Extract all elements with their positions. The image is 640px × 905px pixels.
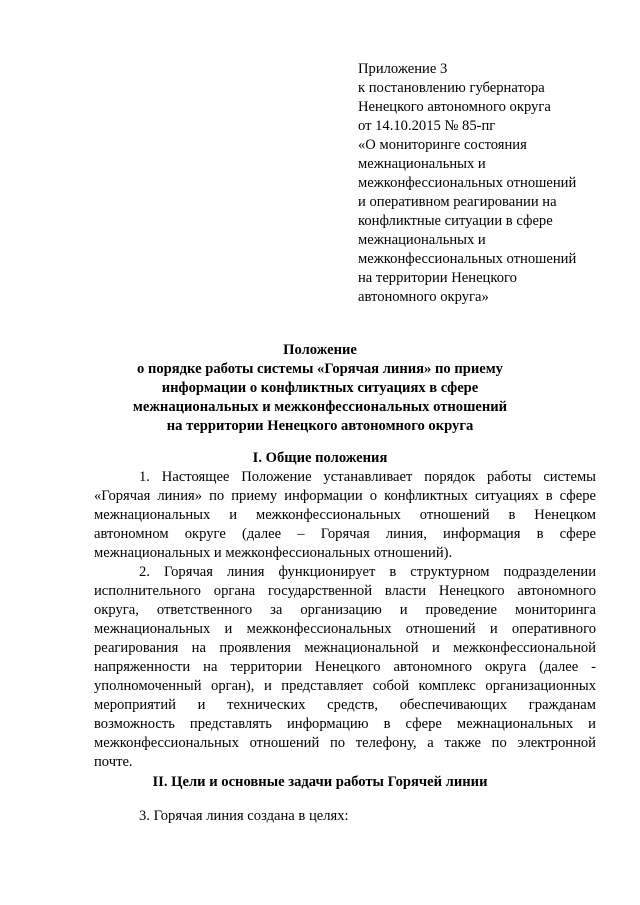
title-line: межнациональных и межконфессиональных отношений: [132, 399, 508, 415]
paragraph-line: 1. Настоящее Положение устанавливает порядок работы системы: [139, 469, 596, 485]
appendix-line: Ненецкого автономного округа: [358, 99, 551, 115]
paragraph-2: [94, 563, 596, 772]
appendix-line: «О мониторинге состояния: [358, 137, 527, 153]
title-line: Положение: [283, 342, 357, 358]
paragraph-line: почте.: [94, 754, 133, 770]
section-1-heading: I. Общие положения: [252, 450, 388, 466]
paragraph-line: мероприятий и технических средств, обеспечивающих гражданам: [94, 697, 596, 713]
paragraph-line: межнациональных и межконфессиональных отношений).: [94, 545, 453, 561]
paragraph-line: возможность представлять информацию в сфере межнациональных и: [94, 716, 596, 732]
paragraph-line: межконфессиональных отношений по телефону, а также по электронной: [94, 735, 596, 751]
appendix-line: Приложение 3: [358, 61, 448, 77]
paragraph-line: «Горячая линия» по приему информации о конфликтных ситуациях в сфере: [94, 488, 596, 504]
title-line: информации о конфликтных ситуациях в сфере: [161, 380, 479, 396]
appendix-line: автономного округа»: [358, 289, 489, 305]
paragraph-1: [94, 468, 596, 563]
appendix-line: от 14.10.2015 № 85-пг: [358, 118, 496, 134]
paragraph-line: округа, ответственного за организацию и проведение мониторинга: [94, 602, 596, 618]
paragraph-line: межнациональных и межконфессиональных отношений и оперативного: [94, 621, 596, 637]
document-title: [60, 341, 580, 436]
paragraph-line: реагирования на проявления межнациональной и межконфессиональной: [94, 640, 596, 656]
appendix-line: межконфессиональных отношений: [358, 251, 577, 267]
paragraph-line: 3. Горячая линия создана в целях:: [139, 808, 349, 824]
paragraph-line: напряженности на территории Ненецкого автономного округа (далее -: [94, 659, 596, 675]
paragraph-3: [94, 807, 596, 826]
section-2-heading: II. Цели и основные задачи работы Горячей линии: [152, 774, 488, 790]
appendix-line: межконфессиональных отношений: [358, 175, 577, 191]
paragraph-line: автономном округе (далее – Горячая линия, информация в сфере: [94, 526, 596, 542]
paragraph-line: уполномоченный орган), и представляет собой комплекс организационных: [94, 678, 596, 694]
appendix-line: к постановлению губернатора: [358, 80, 545, 96]
title-line: на территории Ненецкого автономного округа: [166, 418, 474, 434]
appendix-header: [358, 60, 608, 307]
paragraph-line: межнациональных и межконфессиональных отношений в Ненецком: [94, 507, 596, 523]
appendix-line: межнациональных и: [358, 156, 486, 172]
title-line: о порядке работы системы «Горячая линия» по приему: [137, 361, 503, 377]
appendix-line: конфликтные ситуации в сфере: [358, 213, 553, 229]
appendix-line: и оперативном реагировании на: [358, 194, 557, 210]
paragraph-line: исполнительного органа государственной власти Ненецкого автономного: [94, 583, 596, 599]
appendix-line: межнациональных и: [358, 232, 486, 248]
paragraph-line: 2. Горячая линия функционирует в структурном подразделении: [139, 564, 596, 580]
appendix-line: на территории Ненецкого: [358, 270, 517, 286]
